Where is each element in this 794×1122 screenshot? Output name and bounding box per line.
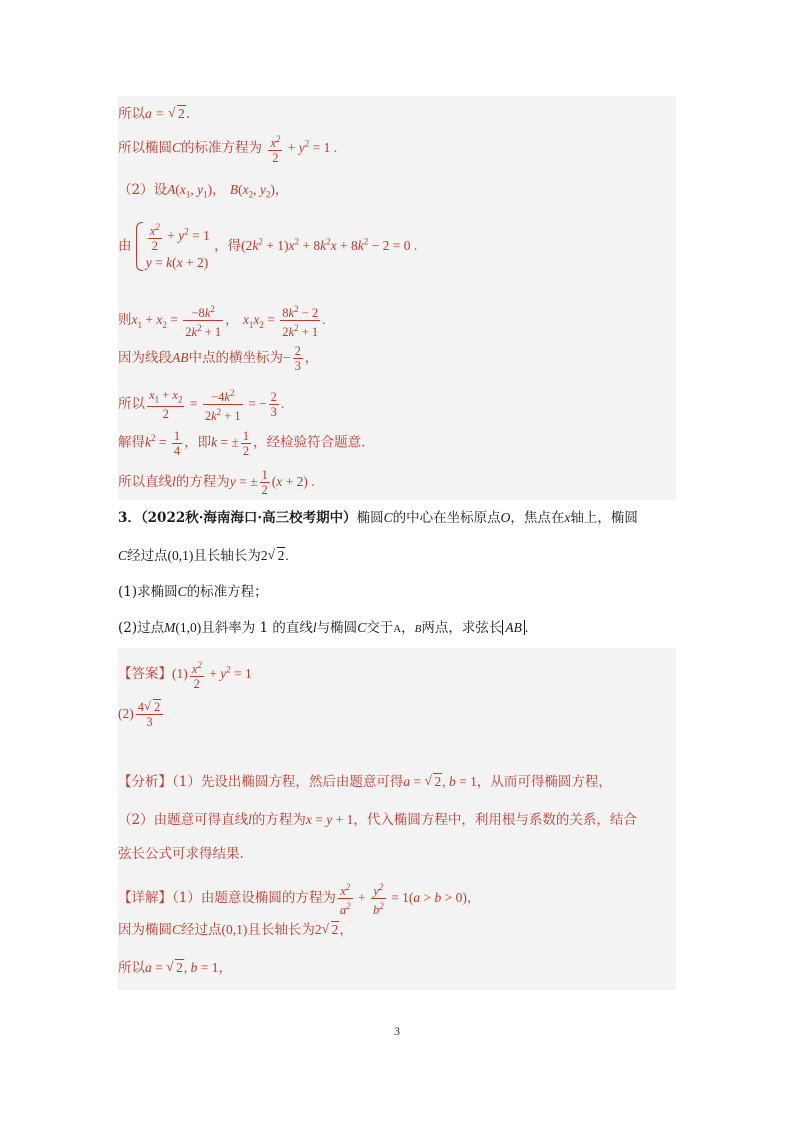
problem-number: 3． <box>118 510 141 526</box>
text: ，从而可得椭圆方程， <box>476 774 612 790</box>
text: ，得 <box>214 238 242 255</box>
text: (1)求椭圆 <box>118 584 178 600</box>
problem-source: （2022秋·海南海口·高三校考期中） <box>140 510 357 526</box>
text: （2）由题意可得直线 <box>118 812 249 828</box>
text: 由 <box>118 238 132 255</box>
text: 所以 <box>118 396 145 413</box>
text: 因为椭圆 <box>118 922 172 938</box>
line-equation-k: 所以 $\frac{x_1 + x_2}{2}$ = $\frac{-4k^2}{2k^2 + 1}$ = − $\frac{2}{3}$ . <box>118 387 285 424</box>
text: 两点，求弦长 <box>421 620 503 636</box>
detail-line2: 因为椭圆C经过点(0,1)且长轴长为2√ 2， <box>118 920 353 940</box>
text: ，焦点在 <box>510 510 565 526</box>
problem3-line2: C经过点(0,1)且长轴长为2√ 2. <box>118 546 289 566</box>
text: ，经检验符合题意. <box>253 434 366 451</box>
line-line-equation: 所以直线l的方程为y = ± $\frac{1}{2}$ (x + 2) . <box>118 468 315 497</box>
text: 的方程为 <box>175 474 230 490</box>
text: (2)过点 <box>118 620 165 636</box>
text: 且长轴长为 <box>193 548 261 564</box>
text: 因为线段 <box>118 350 172 366</box>
text: ，即 <box>184 434 212 451</box>
analysis-tag: 【分析】 <box>118 774 172 790</box>
text: 轴上，椭圆 <box>570 510 638 526</box>
text: 交于 <box>366 620 394 636</box>
detail-line3: 所以a = √ 2, b = 1， <box>118 958 232 978</box>
text: （2）设 <box>118 182 168 198</box>
answer-line2: (2) $\frac{4√ 2}{3}$ <box>118 700 165 729</box>
problem3-question1: (1)求椭圆C的标准方程； <box>118 584 268 600</box>
analysis-line3 <box>118 844 244 864</box>
text: 弦长公式可求得结果. <box>118 846 244 862</box>
page-number: 3 <box>394 1024 400 1038</box>
answer-tag: 【答案】 <box>118 666 172 683</box>
text: 所以椭圆 <box>118 140 172 157</box>
text: 所以 <box>118 960 145 976</box>
line-solve-k: 解得$k^2$ = $\frac{1}{4}$ ，即k = ± $\frac{1}{2}$ ，经检验符合题意. <box>118 428 366 458</box>
problem3-line1: 3．（2022秋·海南海口·高三校考期中）椭圆C的中心在坐标原点O，焦点在x轴上，椭圆 <box>118 510 638 526</box>
text: 的标准方程为 <box>181 140 263 157</box>
detail-tag: 【详解】 <box>118 890 172 907</box>
solution-block-top <box>118 96 676 500</box>
text: （1）先设出椭圆方程，然后由题意可得 <box>172 774 404 790</box>
analysis-line1: 【分析】（1）先设出椭圆方程，然后由题意可得a = √ 2, b = 1，从而可得椭圆方程， <box>118 772 612 792</box>
text: 且长轴长为 <box>247 922 315 938</box>
line-ellipse-equation: 所以椭圆C的标准方程为 $\frac{x^2}{2}$ + $y^2 = 1$ . <box>118 134 338 166</box>
text: 的中心在坐标原点 <box>392 510 501 526</box>
text: . <box>185 106 191 122</box>
text: 所以直线 <box>118 474 172 490</box>
text: (1) <box>172 666 188 682</box>
text: 解得 <box>118 434 145 451</box>
detail-line1: 【详解】（1）由题意设椭圆的方程为 $\frac{x^2}{a^2}$ + $\frac{y^2}{b^2}$ = 1(a > b > 0)， <box>118 882 481 918</box>
text: 则 <box>118 312 132 329</box>
line-set-points: （2）设$A(x_1$, $y_1$)， $B(x_2$, $y_2$)， <box>118 182 289 200</box>
line-a-value: 所以a = √ 2. <box>118 104 190 124</box>
line-midpoint: 因为线段AB中点的横坐标为− $\frac{2}{3}$ ， <box>118 344 319 373</box>
line-vieta: 则$x_1 + x_2$ = $\frac{-8k^2}{2k^2 + 1}$ ， $x_1x_2$ = $\frac{8k^2 - 2}{2k^2 + 1}$ . <box>118 304 326 340</box>
text: 与椭圆 <box>316 620 358 636</box>
text: 中点的横坐标为 <box>188 350 283 366</box>
analysis-line2: （2）由题意可得直线l的方程为x = y + 1，代入椭圆方程中，利用根与系数的关系，结合 <box>118 812 637 828</box>
text: (2) <box>118 706 134 721</box>
text: 经过点 <box>181 922 222 938</box>
text: ，代入椭圆方程中，利用根与系数的关系，结合 <box>353 812 637 828</box>
text: 且斜率为 1 的直线 <box>201 620 313 636</box>
text: （1）由题意设椭圆的方程为 <box>172 890 336 907</box>
text: 的标准方程； <box>186 584 268 600</box>
answer-line1: 【答案】(1) $\frac{x^2}{2}$ + $y^2 = 1$ <box>118 660 252 692</box>
solution-block-bottom <box>118 648 676 990</box>
text: 经过点 <box>127 548 168 564</box>
problem3-question2: (2)过点M(1,0)且斜率为 1 的直线l与椭圆C交于A，B两点，求弦长 AB . <box>118 620 529 636</box>
text: 所以 <box>118 106 145 122</box>
line-system: 由 $\frac{x^2}{2}$ + $y^2 = 1$ y = k(x + 2) ，得$(2k^2 + 1)x^2 + 8k^2x + 8k^2 - 2 = 0$ . <box>118 220 417 273</box>
text: 椭圆 <box>356 510 384 526</box>
text: 的方程为 <box>251 812 306 828</box>
